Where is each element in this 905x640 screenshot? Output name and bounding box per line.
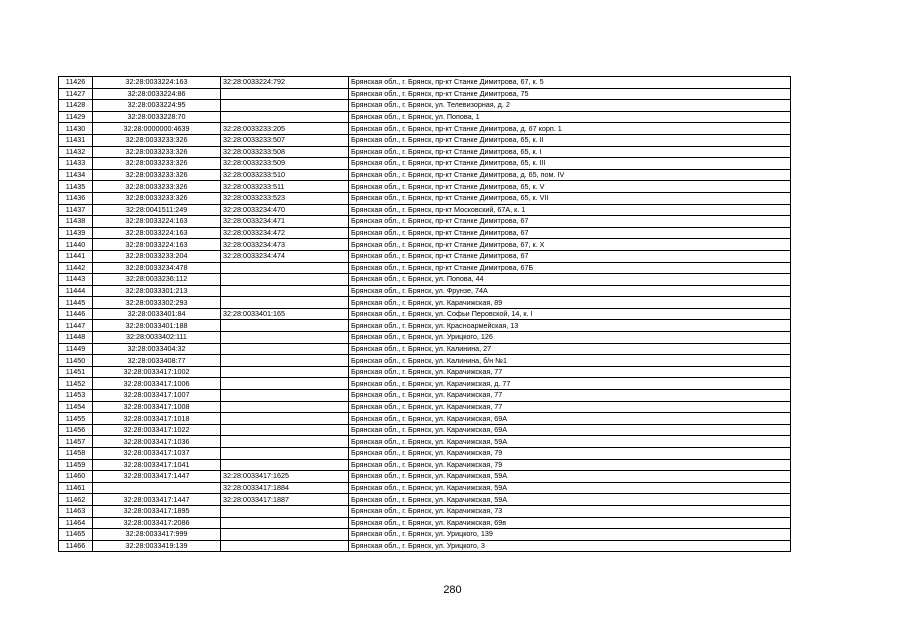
row-number-cell: 11452 — [59, 378, 93, 390]
cadastral-number-cell: 32:28:0033417:1022 — [93, 424, 221, 436]
object-cadastral-number-cell: 32:28:0033234:470 — [221, 204, 349, 216]
table-row — [59, 413, 791, 425]
object-cadastral-number-cell — [221, 517, 349, 529]
object-cadastral-number-cell: 32:28:0033234:473 — [221, 239, 349, 251]
row-number-cell: 11464 — [59, 517, 93, 529]
object-cadastral-number-cell: 32:28:0033234:471 — [221, 216, 349, 228]
table-row — [59, 308, 791, 320]
row-number-cell: 11444 — [59, 285, 93, 297]
row-number-cell: 11436 — [59, 192, 93, 204]
row-number-cell: 11449 — [59, 343, 93, 355]
address-cell: Брянская обл., г. Брянск, пр-кт Станке Димитрова, д. 65, пом. IV — [349, 169, 791, 181]
table-row — [59, 88, 791, 100]
row-number-cell: 11435 — [59, 181, 93, 193]
object-cadastral-number-cell: 32:28:0033233:509 — [221, 158, 349, 170]
table-row — [59, 471, 791, 483]
row-number-cell: 11462 — [59, 494, 93, 506]
table-row — [59, 494, 791, 506]
row-number-cell: 11457 — [59, 436, 93, 448]
address-cell: Брянская обл., г. Брянск, пр-кт Станке Димитрова, 67, к. 5 — [349, 77, 791, 89]
cadastral-number-cell: 32:28:0033224:163 — [93, 227, 221, 239]
table-row — [59, 100, 791, 112]
table-row — [59, 192, 791, 204]
object-cadastral-number-cell: 32:28:0033234:474 — [221, 250, 349, 262]
row-number-cell: 11445 — [59, 297, 93, 309]
cadastral-number-cell: 32:28:0033302:293 — [93, 297, 221, 309]
cadastral-number-cell — [93, 482, 221, 494]
cadastral-number-cell: 32:28:0033233:326 — [93, 158, 221, 170]
table-row — [59, 540, 791, 552]
table-row — [59, 424, 791, 436]
table-row — [59, 355, 791, 367]
row-number-cell: 11453 — [59, 390, 93, 402]
table-row — [59, 297, 791, 309]
cadastral-number-cell: 32:28:0033402:111 — [93, 332, 221, 344]
address-cell: Брянская обл., г. Брянск, пр-кт Станке Димитрова, 65, к. VII — [349, 192, 791, 204]
object-cadastral-number-cell: 32:28:0033233:205 — [221, 123, 349, 135]
cadastral-number-cell: 32:28:0033417:1036 — [93, 436, 221, 448]
object-cadastral-number-cell — [221, 505, 349, 517]
object-cadastral-number-cell — [221, 297, 349, 309]
address-cell: Брянская обл., г. Брянск, ул. Карачижская, 77 — [349, 366, 791, 378]
address-cell: Брянская обл., г. Брянск, ул. Карачижская, 69А — [349, 413, 791, 425]
cadastral-number-cell: 32:28:0033417:1037 — [93, 448, 221, 460]
row-number-cell: 11434 — [59, 169, 93, 181]
address-cell: Брянская обл., г. Брянск, ул. Карачижская, 79 — [349, 459, 791, 471]
cadastral-number-cell: 32:28:0033417:1895 — [93, 505, 221, 517]
table-row — [59, 227, 791, 239]
table-row — [59, 482, 791, 494]
address-cell: Брянская обл., г. Брянск, ул. Попова, 44 — [349, 274, 791, 286]
row-number-cell: 11458 — [59, 448, 93, 460]
table-row — [59, 332, 791, 344]
cadastral-number-cell: 32:28:0033233:204 — [93, 250, 221, 262]
table-row — [59, 169, 791, 181]
object-cadastral-number-cell: 32:28:0033233:508 — [221, 146, 349, 158]
address-cell: Брянская обл., г. Брянск, ул. Карачижская, д. 77 — [349, 378, 791, 390]
cadastral-number-cell: 32:28:0033408:77 — [93, 355, 221, 367]
address-cell: Брянская обл., г. Брянск, ул. Карачижская, 69А — [349, 424, 791, 436]
row-number-cell: 11459 — [59, 459, 93, 471]
table-row — [59, 436, 791, 448]
table-row — [59, 181, 791, 193]
object-cadastral-number-cell: 32:28:0033401:165 — [221, 308, 349, 320]
object-cadastral-number-cell — [221, 459, 349, 471]
table-row — [59, 343, 791, 355]
address-cell: Брянская обл., г. Брянск, пр-кт Станке Димитрова, 67 — [349, 227, 791, 239]
address-cell: Брянская обл., г. Брянск, пр-кт Станке Димитрова, 65, к. V — [349, 181, 791, 193]
row-number-cell: 11437 — [59, 204, 93, 216]
row-number-cell: 11465 — [59, 529, 93, 541]
address-cell: Брянская обл., г. Брянск, ул. Попова, 1 — [349, 111, 791, 123]
cadastral-number-cell: 32:28:0033417:1002 — [93, 366, 221, 378]
object-cadastral-number-cell — [221, 100, 349, 112]
address-cell: Брянская обл., г. Брянск, ул. Фрунзе, 74А — [349, 285, 791, 297]
table-row — [59, 111, 791, 123]
table-row — [59, 216, 791, 228]
address-cell: Брянская обл., г. Брянск, пр-кт Станке Димитрова, 65, к. I — [349, 146, 791, 158]
cadastral-number-cell: 32:28:0033224:163 — [93, 239, 221, 251]
row-number-cell: 11443 — [59, 274, 93, 286]
address-cell: Брянская обл., г. Брянск, пр-кт Станке Димитрова, 65, к. II — [349, 134, 791, 146]
table-row — [59, 401, 791, 413]
object-cadastral-number-cell — [221, 378, 349, 390]
address-cell: Брянская обл., г. Брянск, пр-кт Станке Димитрова, 67 — [349, 216, 791, 228]
cadastral-number-cell: 32:28:0033233:326 — [93, 192, 221, 204]
address-cell: Брянская обл., г. Брянск, ул. Карачижская, 59А — [349, 436, 791, 448]
address-cell: Брянская обл., г. Брянск, ул. Урицкого, 3 — [349, 540, 791, 552]
row-number-cell: 11442 — [59, 262, 93, 274]
table-row — [59, 390, 791, 402]
table-row — [59, 134, 791, 146]
table-row — [59, 505, 791, 517]
cadastral-number-cell: 32:28:0033233:326 — [93, 169, 221, 181]
row-number-cell: 11439 — [59, 227, 93, 239]
cadastral-number-cell: 32:28:0033417:1447 — [93, 494, 221, 506]
table-row — [59, 123, 791, 135]
address-cell: Брянская обл., г. Брянск, ул. Карачижская, 89 — [349, 297, 791, 309]
object-cadastral-number-cell — [221, 355, 349, 367]
page-number: 280 — [443, 584, 462, 596]
cadastral-number-cell: 32:28:0033401:188 — [93, 320, 221, 332]
cadastral-number-cell: 32:28:0033417:1018 — [93, 413, 221, 425]
table-row — [59, 250, 791, 262]
row-number-cell: 11466 — [59, 540, 93, 552]
row-number-cell: 11460 — [59, 471, 93, 483]
table-row — [59, 366, 791, 378]
row-number-cell: 11456 — [59, 424, 93, 436]
row-number-cell: 11455 — [59, 413, 93, 425]
table-row — [59, 204, 791, 216]
object-cadastral-number-cell — [221, 111, 349, 123]
object-cadastral-number-cell — [221, 285, 349, 297]
row-number-cell: 11440 — [59, 239, 93, 251]
table-row — [59, 517, 791, 529]
row-number-cell: 11447 — [59, 320, 93, 332]
address-cell: Брянская обл., г. Брянск, ул. Урицкого, 139 — [349, 529, 791, 541]
cadastral-number-cell: 32:28:0033419:139 — [93, 540, 221, 552]
object-cadastral-number-cell: 32:28:0033417:1625 — [221, 471, 349, 483]
address-cell: Брянская обл., г. Брянск, ул. Карачижская, 69в — [349, 517, 791, 529]
address-cell: Брянская обл., г. Брянск, ул. Карачижская, 59А — [349, 471, 791, 483]
cadastral-number-cell: 32:28:0033417:1007 — [93, 390, 221, 402]
object-cadastral-number-cell: 32:28:0033224:792 — [221, 77, 349, 89]
cadastral-number-cell: 32:28:0033417:1447 — [93, 471, 221, 483]
row-number-cell: 11427 — [59, 88, 93, 100]
object-cadastral-number-cell — [221, 332, 349, 344]
address-cell: Брянская обл., г. Брянск, ул. Карачижская, 59А — [349, 494, 791, 506]
row-number-cell: 11431 — [59, 134, 93, 146]
object-cadastral-number-cell — [221, 540, 349, 552]
table-row — [59, 158, 791, 170]
cadastral-number-cell: 32:28:0033224:95 — [93, 100, 221, 112]
address-cell: Брянская обл., г. Брянск, пр-кт Станке Димитрова, 65, к. III — [349, 158, 791, 170]
address-cell: Брянская обл., г. Брянск, ул. Софьи Перовской, 14, к. I — [349, 308, 791, 320]
row-number-cell: 11430 — [59, 123, 93, 135]
cadastral-number-cell: 32:28:0033234:478 — [93, 262, 221, 274]
object-cadastral-number-cell — [221, 390, 349, 402]
address-cell: Брянская обл., г. Брянск, ул. Карачижская, 77 — [349, 390, 791, 402]
address-cell: Брянская обл., г. Брянск, ул. Калинина, б/н №1 — [349, 355, 791, 367]
object-cadastral-number-cell — [221, 448, 349, 460]
address-cell: Брянская обл., г. Брянск, пр-кт Станке Димитрова, 67, к. X — [349, 239, 791, 251]
address-cell: Брянская обл., г. Брянск, пр-кт Станке Димитрова, д. 67 корп. 1 — [349, 123, 791, 135]
object-cadastral-number-cell: 32:28:0033233:507 — [221, 134, 349, 146]
address-cell: Брянская обл., г. Брянск, пр-кт Станке Димитрова, 67Б — [349, 262, 791, 274]
object-cadastral-number-cell — [221, 366, 349, 378]
object-cadastral-number-cell: 32:28:0033234:472 — [221, 227, 349, 239]
row-number-cell: 11450 — [59, 355, 93, 367]
cadastral-number-cell: 32:28:0033417:1006 — [93, 378, 221, 390]
row-number-cell: 11446 — [59, 308, 93, 320]
table-row — [59, 146, 791, 158]
object-cadastral-number-cell — [221, 529, 349, 541]
object-cadastral-number-cell: 32:28:0033417:1884 — [221, 482, 349, 494]
cadastral-number-cell: 32:28:0033236:112 — [93, 274, 221, 286]
cadastral-number-cell: 32:28:0033417:999 — [93, 529, 221, 541]
object-cadastral-number-cell — [221, 413, 349, 425]
cadastral-number-cell: 32:28:0033228:70 — [93, 111, 221, 123]
table-row — [59, 262, 791, 274]
address-cell: Брянская обл., г. Брянск, ул. Карачижская, 79 — [349, 448, 791, 460]
cadastral-number-cell: 32:28:0033417:2086 — [93, 517, 221, 529]
cadastral-number-cell: 32:28:0033224:163 — [93, 216, 221, 228]
object-cadastral-number-cell — [221, 424, 349, 436]
table-row — [59, 448, 791, 460]
table-row — [59, 285, 791, 297]
object-cadastral-number-cell — [221, 320, 349, 332]
object-cadastral-number-cell — [221, 274, 349, 286]
cadastral-number-cell: 32:28:0033401:84 — [93, 308, 221, 320]
address-cell: Брянская обл., г. Брянск, пр-кт Московский, 67А, к. 1 — [349, 204, 791, 216]
row-number-cell: 11426 — [59, 77, 93, 89]
row-number-cell: 11454 — [59, 401, 93, 413]
row-number-cell: 11428 — [59, 100, 93, 112]
row-number-cell: 11432 — [59, 146, 93, 158]
address-cell: Брянская обл., г. Брянск, пр-кт Станке Димитрова, 67 — [349, 250, 791, 262]
table-row — [59, 378, 791, 390]
row-number-cell: 11441 — [59, 250, 93, 262]
object-cadastral-number-cell: 32:28:0033233:511 — [221, 181, 349, 193]
cadastral-table — [58, 76, 791, 552]
table-row — [59, 529, 791, 541]
address-cell: Брянская обл., г. Брянск, ул. Красноармейская, 13 — [349, 320, 791, 332]
cadastral-number-cell: 32:28:0033224:163 — [93, 77, 221, 89]
cadastral-number-cell: 32:28:0033233:326 — [93, 146, 221, 158]
row-number-cell: 11429 — [59, 111, 93, 123]
cadastral-number-cell: 32:28:0041511:249 — [93, 204, 221, 216]
cadastral-number-cell: 32:28:0033224:86 — [93, 88, 221, 100]
row-number-cell: 11433 — [59, 158, 93, 170]
cadastral-number-cell: 32:28:0033233:326 — [93, 134, 221, 146]
cadastral-number-cell: 32:28:0033404:32 — [93, 343, 221, 355]
address-cell: Брянская обл., г. Брянск, ул. Карачижская, 73 — [349, 505, 791, 517]
address-cell: Брянская обл., г. Брянск, ул. Урицкого, 126 — [349, 332, 791, 344]
object-cadastral-number-cell: 32:28:0033417:1887 — [221, 494, 349, 506]
address-cell: Брянская обл., г. Брянск, ул. Калинина, 27 — [349, 343, 791, 355]
row-number-cell: 11448 — [59, 332, 93, 344]
cadastral-number-cell: 32:28:0000000:4639 — [93, 123, 221, 135]
address-cell: Брянская обл., г. Брянск, ул. Карачижская, 59А — [349, 482, 791, 494]
cadastral-number-cell: 32:28:0033301:213 — [93, 285, 221, 297]
address-cell: Брянская обл., г. Брянск, ул. Телевизорная, д. 2 — [349, 100, 791, 112]
row-number-cell: 11451 — [59, 366, 93, 378]
table-row — [59, 274, 791, 286]
table-row — [59, 459, 791, 471]
object-cadastral-number-cell: 32:28:0033233:523 — [221, 192, 349, 204]
row-number-cell: 11461 — [59, 482, 93, 494]
object-cadastral-number-cell — [221, 262, 349, 274]
cadastral-number-cell: 32:28:0033233:326 — [93, 181, 221, 193]
table-row — [59, 77, 791, 89]
object-cadastral-number-cell — [221, 401, 349, 413]
table-body — [59, 77, 791, 552]
address-cell: Брянская обл., г. Брянск, пр-кт Станке Димитрова, 75 — [349, 88, 791, 100]
cadastral-number-cell: 32:28:0033417:1008 — [93, 401, 221, 413]
object-cadastral-number-cell — [221, 343, 349, 355]
table-row — [59, 320, 791, 332]
object-cadastral-number-cell: 32:28:0033233:510 — [221, 169, 349, 181]
table-row — [59, 239, 791, 251]
object-cadastral-number-cell — [221, 436, 349, 448]
row-number-cell: 11463 — [59, 505, 93, 517]
row-number-cell: 11438 — [59, 216, 93, 228]
cadastral-number-cell: 32:28:0033417:1041 — [93, 459, 221, 471]
address-cell: Брянская обл., г. Брянск, ул. Карачижская, 77 — [349, 401, 791, 413]
object-cadastral-number-cell — [221, 88, 349, 100]
